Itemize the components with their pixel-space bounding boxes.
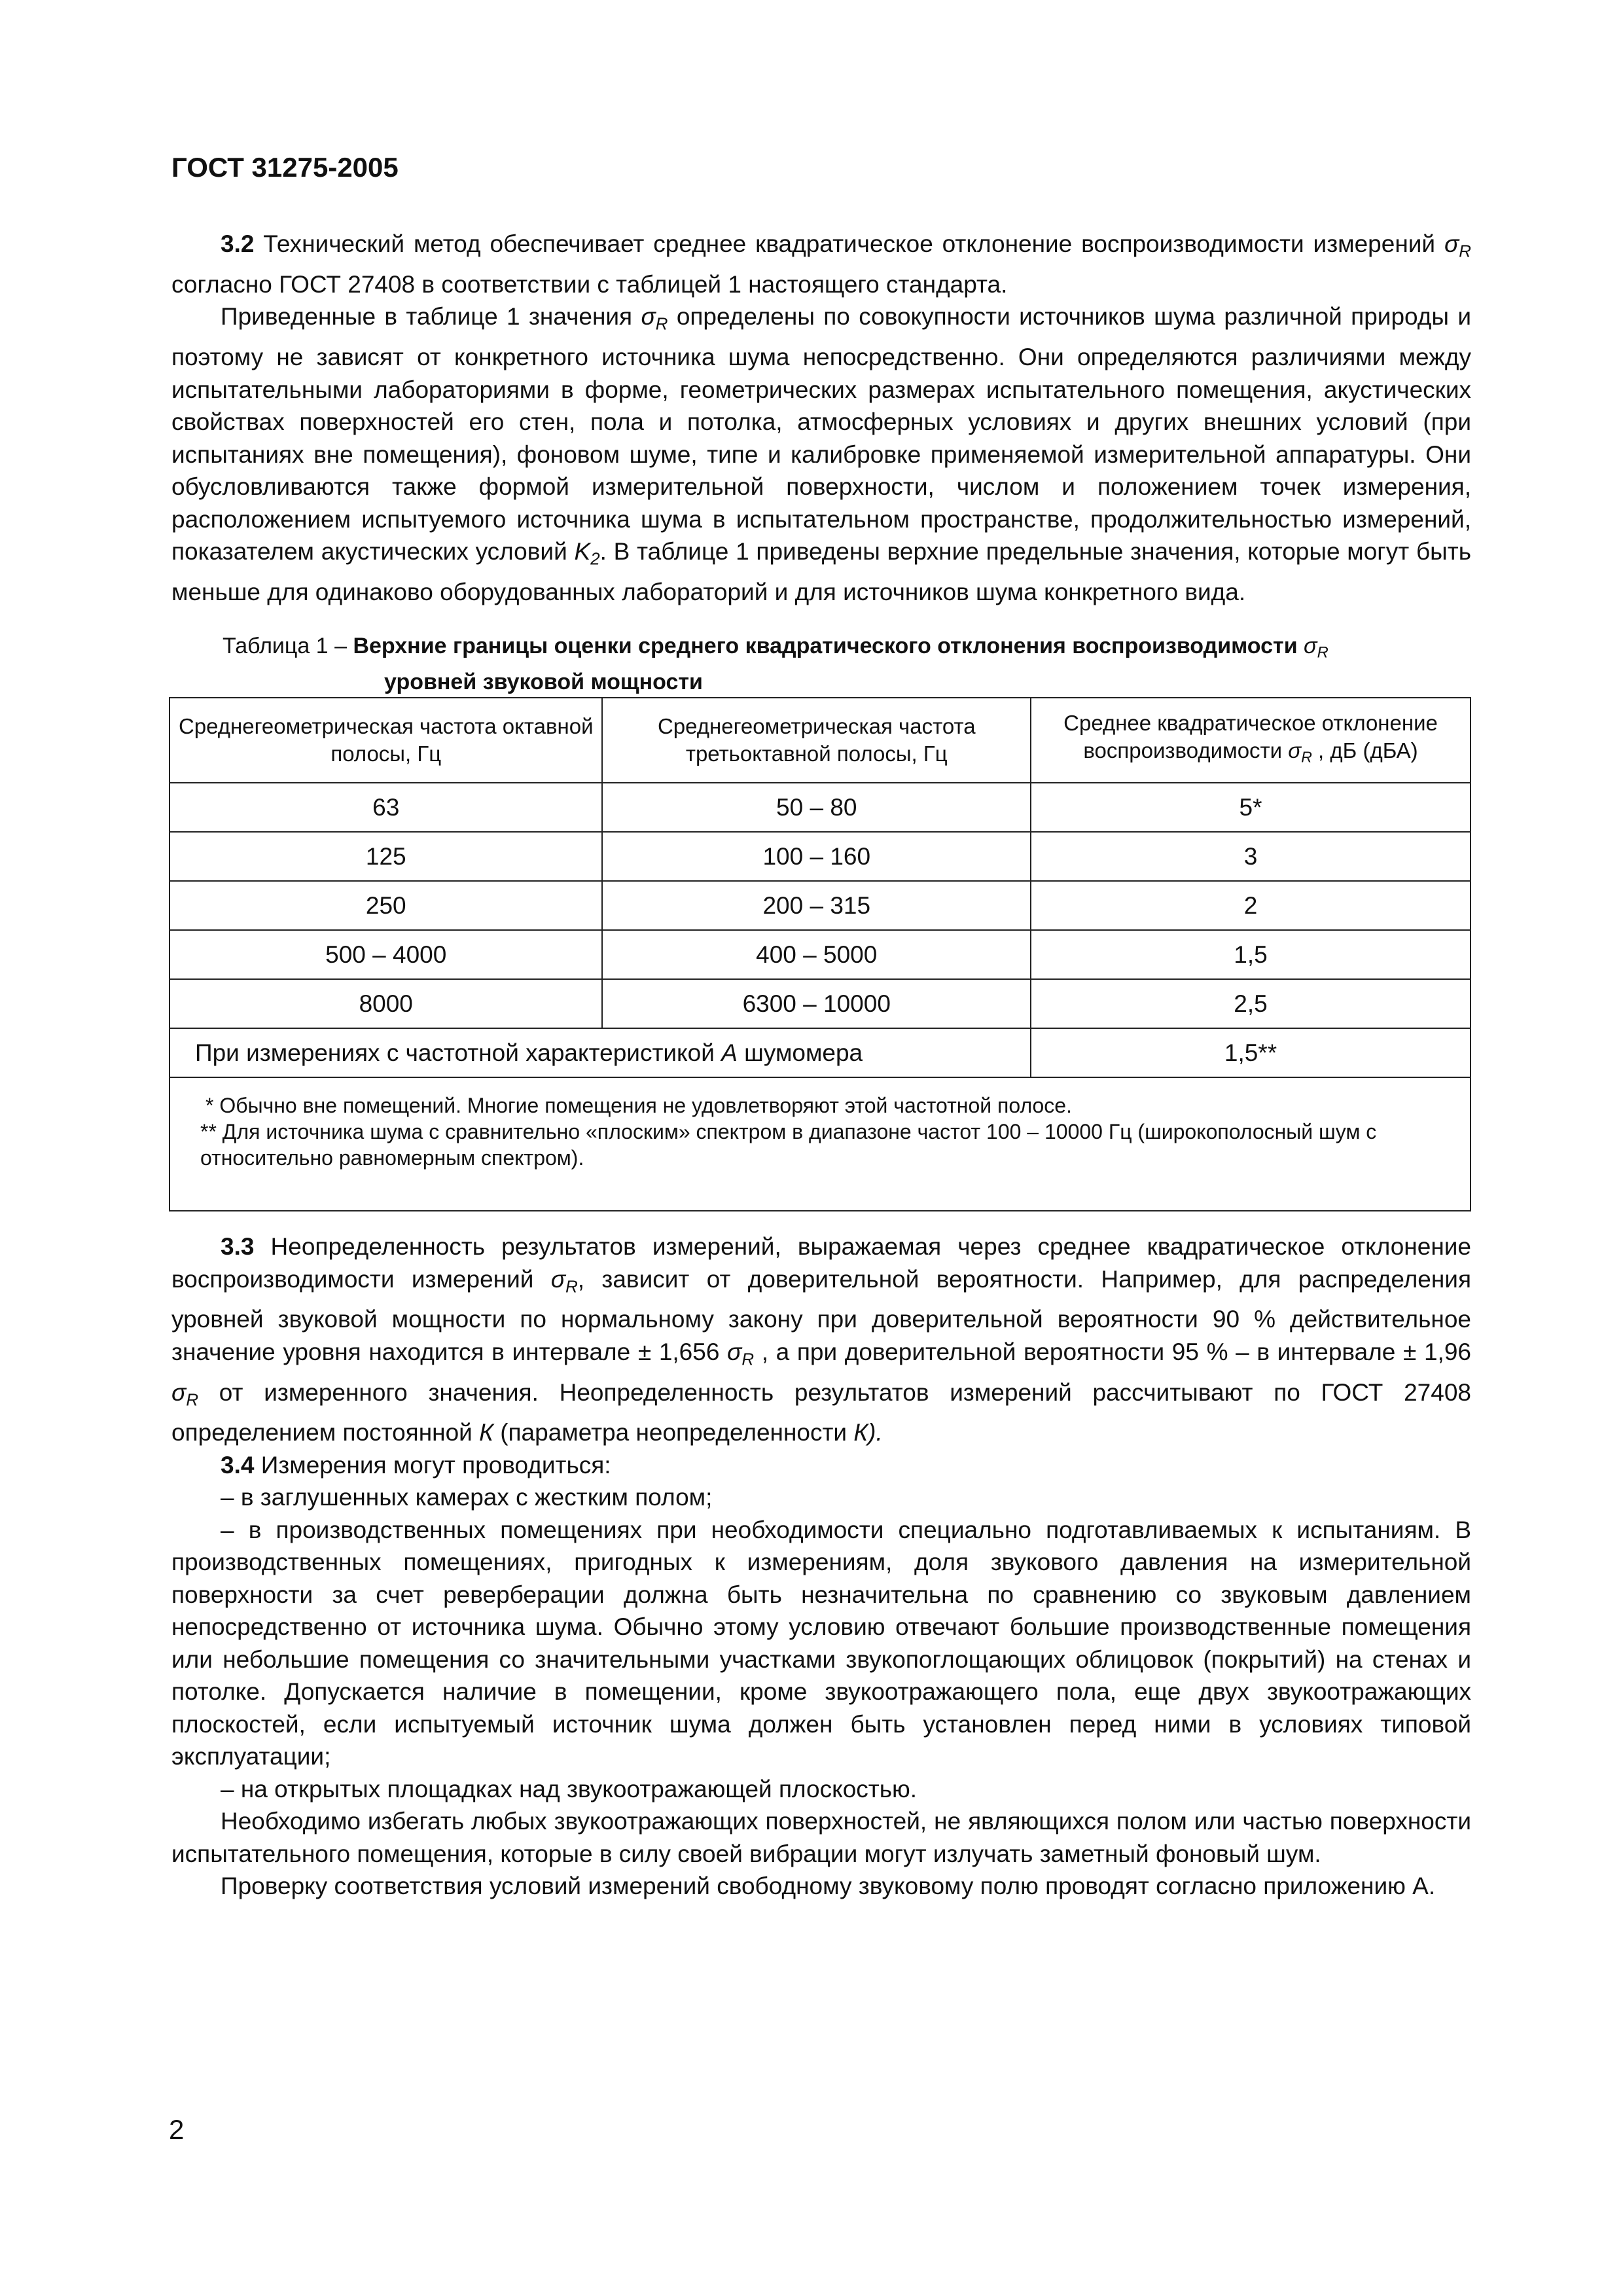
deviation-cell: 3 [1031,832,1471,881]
paragraph-3-3 [171,1230,1471,1449]
third-octave-cell: 50 – 80 [602,783,1031,832]
table-row-a-weighting [169,1028,1471,1077]
section-3-3-3-4 [171,1230,1471,1903]
table-row [169,783,1471,832]
table-note-1: * Обычно вне помещений. Многие помещения не удовлетворяют этой частотной полосе. [205,1094,1072,1117]
paragraph-text: от измеренного значения. Неопределенность результатов измерений рассчитывают по ГОСТ 27408 определением постоянной [171,1378,1471,1446]
sigma-subscript: R [1459,242,1471,261]
document-number: ГОСТ 31275-2005 [171,152,399,183]
third-octave-cell: 100 – 160 [602,832,1031,881]
header-deviation [1031,698,1471,783]
sigma-r-symbol [550,1265,578,1296]
header-deviation-text: Среднее квадратическое отклонение воспроизводимости [1063,711,1438,763]
deviation-cell: 5* [1031,783,1471,832]
table-header-row [169,698,1471,783]
sigma-glyph: σ [550,1265,566,1293]
section-3-2 [171,228,1471,608]
paragraph-text: Неопределенность результатов измерений, выражаемая через среднее квадратическое отклонение воспроизводимости измерений [171,1233,1471,1293]
sigma-r-symbol [641,303,668,334]
deviation-cell: 2,5 [1031,979,1471,1028]
paragraph-text: , а при доверительной вероятности 95 % – в интервале ± 1,96 [754,1338,1471,1365]
sigma-subscript: R [1317,643,1329,662]
page-number: 2 [169,2114,185,2145]
sigma-r-symbol [171,1378,199,1409]
paragraph-3-4 [171,1449,1471,1482]
sigma-glyph: σ [1304,634,1317,658]
a-weighting-text: При измерениях с частотной характеристикой [195,1039,722,1066]
sigma-r-symbol [1304,634,1329,662]
k-glyph: K [574,538,591,565]
table-row [169,832,1471,881]
list-item-anechoic: – в заглушенных камерах с жестким полом; [221,1484,713,1511]
sigma-subscript: R [1301,748,1312,766]
sigma-subscript: R [186,1390,199,1409]
paragraph-text: , зависит от доверительной вероятности. Например, для распределения уровней звуковой мощности по нормальному закону при доверительной вероятности 90 % действительное значение уровня находится в интервале ± 1,656 [171,1265,1471,1365]
a-weighting-text-tail: шумомера [737,1039,863,1066]
paragraph-text: определены по совокупности источников шума различной природы и поэтому не зависят от конкретного источника шума непосредственно. Они определяются различиями между испытательными лабораториями в форме, геометрических размерах испытательного помещения, акустических свойствах поверхностей его стен, пола и потолка, атмосферных условиях и других внешних условий (при испытаниях вне помещения), фоновом шуме, типе и калибровке применяемой измерительной аппаратуры. Они обусловливаются также формой измерительной поверхности, числом и положением точек измерения, расположением испытуемого источника шума в испытательном пространстве, продолжительностью измерений, показателем акустических условий [171,303,1471,565]
paragraph-3-2 [171,228,1471,300]
table-row [169,881,1471,930]
third-octave-cell: 6300 – 10000 [602,979,1031,1028]
k-symbol: К [479,1419,493,1446]
sigma-subscript: R [565,1277,578,1296]
sigma-glyph: σ [1288,738,1302,763]
reproducibility-table [169,697,1471,1211]
clause-number: 3.3 [221,1233,255,1260]
sigma-r-symbol [1288,738,1312,766]
table-row [169,930,1471,979]
octave-cell: 125 [169,832,602,881]
list-item-industrial: – в производственных помещениях при необходимости специально подготавливаемых к испытаниям. В производственных помещениях, пригодных к измерениям, доля звукового давления на измерительной поверхности за счет реверберации должна быть незначительна по сравнению со звуковым давлением непосредственно от источника шума. Обычно этому условию отвечают большие производственные помещения или небольшие помещения со значительными участками звукопоглощающих облицовок (покрытий) на стенах и потолке. Допускается наличие в помещении, кроме звукоотражающего пола, еще двух звукоотражающих плоскостей, если испытуемый источник шума должен быть установлен перед ними в условиях типовой эксплуатации; [171,1516,1471,1770]
paragraph-text: Технический метод обеспечивает среднее квадратическое отклонение воспроизводимости измерений [254,230,1444,257]
paragraph-text: Измерения могут проводиться: [254,1451,611,1479]
sigma-subscript: R [655,315,668,334]
table-row [169,979,1471,1028]
third-octave-cell: 400 – 5000 [602,930,1031,979]
clause-number: 3.4 [221,1451,255,1479]
sigma-glyph: σ [171,1378,187,1406]
table-title: Верхние границы оценки среднего квадратического отклонения воспроизводимости [353,634,1304,658]
paragraph-sigma-sources [171,300,1471,608]
caption-line-1 [223,632,1471,668]
header-deviation-unit: , дБ (дБА) [1311,738,1418,763]
table-title-line-2: уровней звуковой мощности [384,669,703,694]
a-symbol: А [721,1039,738,1066]
octave-cell: 8000 [169,979,602,1028]
table-label: Таблица 1 – [223,634,353,658]
third-octave-cell: 200 – 315 [602,881,1031,930]
sigma-glyph: σ [727,1338,742,1365]
table-note-2: ** Для источника шума с сравнительно «плоским» спектром в диапазоне частот 100 – 10000 Гц (широкополосный шум с относительно равномерным спектром). [200,1120,1377,1170]
paragraph-text: согласно ГОСТ 27408 в соответствии с таблицей 1 настоящего стандарта. [171,270,1008,298]
a-weighting-value: 1,5** [1031,1028,1471,1077]
octave-cell: 250 [169,881,602,930]
k-symbol: К). [853,1419,883,1446]
sigma-glyph: σ [641,303,656,331]
k2-symbol [574,538,600,569]
sigma-r-symbol [727,1338,755,1369]
paragraph-free-field-check: Проверку соответствия условий измерений свободному звуковому полю проводят согласно приложению А. [221,1873,1436,1900]
paragraph-text: . В таблице 1 приведены верхние предельные значения, которые могут быть меньше для одинаково оборудованных лабораторий и для источников шума конкретного вида. [171,538,1472,605]
sigma-glyph: σ [1444,230,1459,257]
octave-cell: 63 [169,783,602,832]
paragraph-avoid-surfaces: Необходимо избегать любых звукоотражающих поверхностей, не являющихся полом или частью поверхности испытательного помещения, которые в силу своей вибрации могут излучать заметный фоновый шум. [171,1808,1471,1867]
clause-number: 3.2 [221,230,255,257]
deviation-cell: 2 [1031,881,1471,930]
sigma-r-symbol [1444,230,1471,261]
header-third-octave: Среднегеометрическая частота третьоктавной полосы, Гц [602,698,1031,783]
table-caption [223,632,1471,696]
paragraph-text: Приведенные в таблице 1 значения [221,303,641,331]
octave-cell: 500 – 4000 [169,930,602,979]
table-notes-row [169,1077,1471,1211]
k-subscript: 2 [590,550,600,569]
deviation-cell: 1,5 [1031,930,1471,979]
header-octave: Среднегеометрическая частота октавной полосы, Гц [169,698,602,783]
list-item-open-area: – на открытых площадках над звукоотражающей плоскостью. [221,1775,918,1803]
sigma-subscript: R [741,1350,755,1369]
a-weighting-label [169,1028,1031,1077]
paragraph-text: (параметра неопределенности [493,1419,854,1446]
table-notes [169,1077,1471,1211]
